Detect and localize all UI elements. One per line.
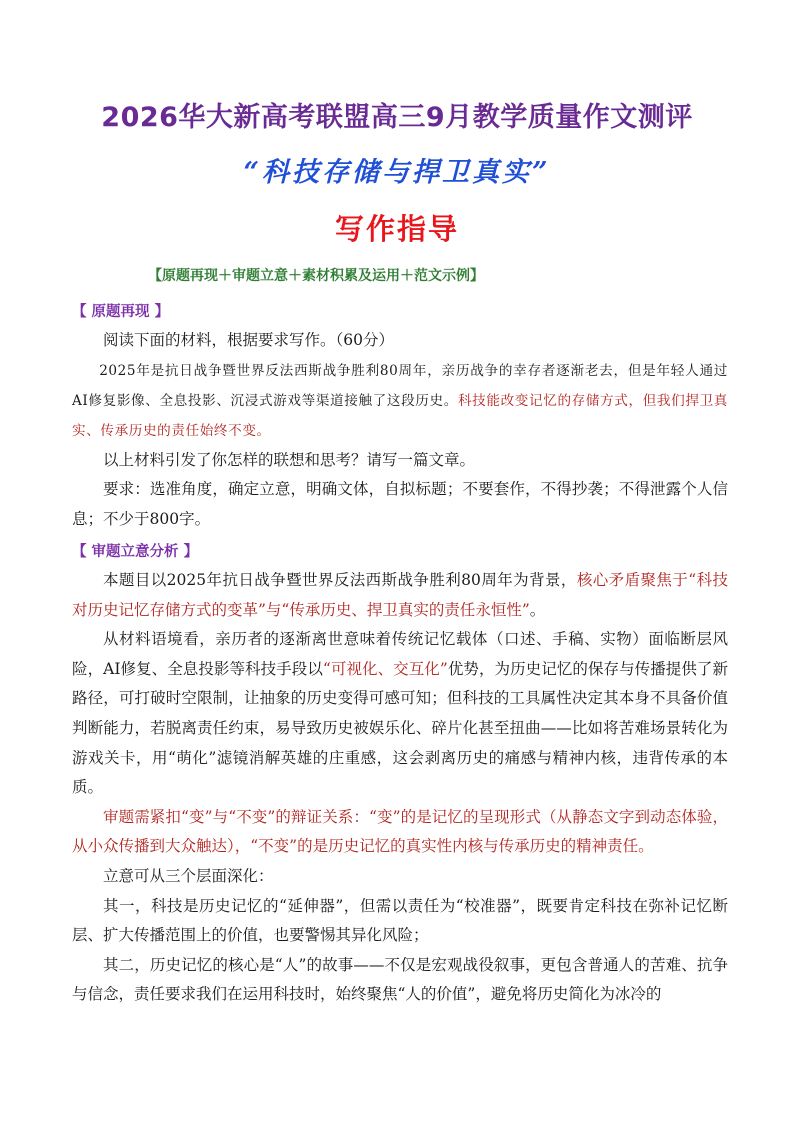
analysis-highlight: 核心矛盾聚焦于“科技对历史记忆存储方式的变革”与“传承历史、捍卫真实的责任永恒性” xyxy=(72,571,728,619)
analysis-highlight: “可视化、交互化” xyxy=(322,659,448,678)
original-question-block xyxy=(72,326,728,534)
analysis-paragraph-2 xyxy=(72,625,728,803)
contents-line: 【原题再现＋审题立意＋素材积累及运用＋范文示例】 xyxy=(148,268,484,284)
analysis-paragraph-5: 其一，科技是历史记忆的“延伸器”，但需以责任为“校准器”，既要肯定科技在弥补记忆断层、扩大传播范围上的价值，也要警惕其异化风险； xyxy=(72,896,728,945)
prompt-paragraph: 以上材料引发了你怎样的联想和思考？请写一篇文章。 xyxy=(103,450,476,469)
requirement-paragraph: 要求：选准角度，确定立意，明确文体，自拟标题；不要套作，不得抄袭；不得泄露个人信息；不少于800字。 xyxy=(72,480,728,528)
section-heading-analysis: 【 审题立意分析 】 xyxy=(72,544,199,560)
analysis-text: 本题目以2025年抗日战争暨世界反法西斯战争胜利80周年为背景， xyxy=(103,571,577,589)
document-title: 2026华大新高考联盟高三9月教学质量作文测评 xyxy=(101,102,693,133)
analysis-paragraph-1 xyxy=(72,566,728,625)
analysis-paragraph-4: 立意可从三个层面深化： xyxy=(103,866,274,885)
document-subtitle: “科技存储与捍卫真实” xyxy=(243,157,551,188)
analysis-paragraph-3: 审题需紧扣“变”与“不变”的辩证关系：“变”的是记忆的呈现形式（从静态文字到动态体验，从小众传播到大众触达），“不变”的是历史记忆的真实性内核与传承历史的精神责任。 xyxy=(72,807,728,856)
analysis-text: 优势，为历史记忆的保存与传播提供了新路径，可打破时空限制，让抽象的历史变得可感可知；但科技的工具属性决定其本身不具备价值判断能力，若脱离责任约束，易导致历史被娱乐化、碎片化甚至扭曲——比如将苦难场景转化为游戏关卡，用“萌化”滤镜消解英雄的庄重感，这会剥离历史的痛感与精神内核，违背传承的本质。 xyxy=(72,659,728,797)
analysis-text-end: 。 xyxy=(529,600,546,619)
analysis-paragraph-6: 其二，历史记忆的核心是“人”的故事——不仅是宏观战役叙事，更包含普通人的苦难、抗争与信念，责任要求我们在运用科技时，始终聚焦“人的价值”，避免将历史简化为冰冷的 xyxy=(72,955,728,1004)
analysis-text: 从材料语境看，亲历者的逐渐离世意味着传统记忆载体（口述、手稿、实物）面临断层风险，AI修复、全息投影等科技手段以 xyxy=(72,630,728,678)
guide-heading: 写作指导 xyxy=(334,212,459,246)
material-paragraph xyxy=(72,356,728,446)
material-highlight: 科技能改变记忆的存储方式，但我们捍卫真实、传承历史的责任始终不变。 xyxy=(72,392,728,439)
material-text: 2025年是抗日战争暨世界反法西斯战争胜利80周年，亲历战争的幸存者逐渐老去，但是年轻人通过AI修复影像、全息投影、沉浸式游戏等渠道接触了这段历史。 xyxy=(72,362,728,409)
analysis-block xyxy=(72,566,728,1010)
intro-paragraph: 阅读下面的材料，根据要求写作。（60分） xyxy=(103,331,394,349)
section-heading-original: 【 原题再现 】 xyxy=(72,304,170,320)
